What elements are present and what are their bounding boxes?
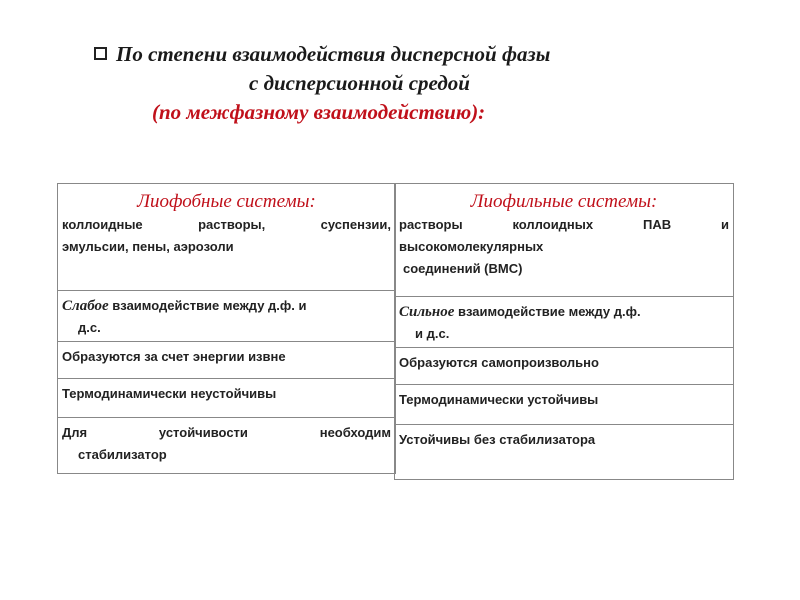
- lyophobic-formation-cell: Образуются за счет энергии извне: [58, 342, 395, 379]
- weak-word: Слабое: [62, 298, 109, 314]
- lyophilic-stabilizer-cell: Устойчивы без стабилизатора: [399, 432, 596, 447]
- lyophobic-definition-cell: [58, 184, 395, 291]
- heading-line-3: (по межфазному взаимодействию):: [152, 100, 486, 124]
- lyophobic-examples-line-1: коллоидные растворы, суспензии,: [62, 217, 391, 232]
- checkbox-bullet-icon: [94, 47, 107, 60]
- strong-word: Сильное: [399, 304, 455, 320]
- lyophobic-title: Лиофобные системы:: [137, 191, 316, 212]
- lyophobic-stability-cell: Термодинамически неустойчивы: [58, 379, 395, 418]
- lyophilic-stability-cell: Термодинамически устойчивы: [395, 385, 733, 425]
- lyophilic-definition-cell: Лиофильные системы: растворы коллоидных ПАВ и высокомолекулярных соединений (ВМС): [395, 184, 733, 297]
- heading-line-2: с дисперсионной средой: [249, 71, 470, 95]
- lyophobic-examples-line-2: эмульсии, пены, аэрозоли: [62, 239, 234, 254]
- lyophilic-examples-line-1: растворы коллоидных ПАВ и: [399, 217, 729, 232]
- lyophobic-stabilizer-cell: Для устойчивости необходим стабилизатор: [62, 425, 391, 462]
- lyophilic-column: [394, 183, 734, 480]
- slide-heading: [94, 40, 714, 127]
- lyophilic-interaction-cell: Сильное взаимодействие между д.ф. и д.с.: [395, 297, 733, 348]
- lyophobic-column: [57, 183, 396, 474]
- lyophilic-title: Лиофильные системы:: [470, 191, 658, 212]
- lyophilic-formation-cell: Образуются самопроизвольно: [395, 348, 733, 385]
- lyophobic-interaction-cell: Слабое взаимодействие между д.ф. и д.с.: [58, 291, 395, 342]
- heading-line-1: По степени взаимодействия дисперсной фазы: [116, 42, 551, 66]
